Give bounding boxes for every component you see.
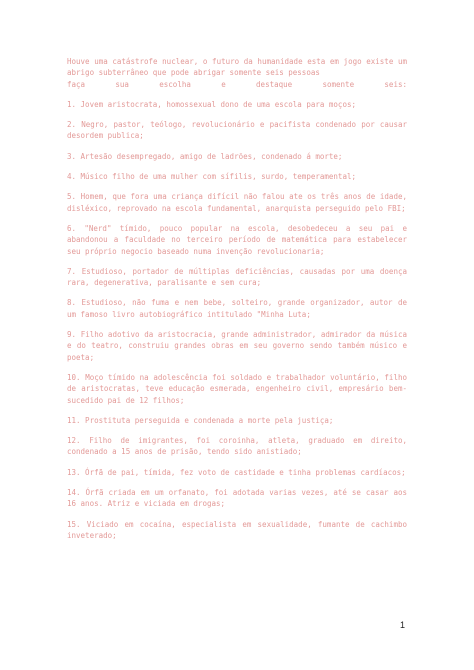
list-item: 15. Viciado em cocaína, especialista em sexualidade, fumante de cachimbo inveterado; xyxy=(67,519,407,540)
intro-text-line-2: faça sua escolha e destaque somente seis: xyxy=(67,79,407,89)
list-item: 5. Homem, que fora uma criança difícil não falou ate os três anos de idade, disléxico, reprovado na escola fundamental, anarquista perseguido pelo FBI; xyxy=(67,192,407,213)
list-item: 8. Estudioso, não fuma e nem bebe, solteiro, grande organizador, autor de um famoso livro autobiográfico intitulado "Minha Luta; xyxy=(67,298,407,319)
list-item: 14. Órfã criada em um orfanato, foi adotada varias vezes, até se casar aos 16 anos. Atriz e viciada em drogas; xyxy=(67,488,407,509)
list-item: 6. "Nerd" tímido, pouco popular na escola, desobedeceu a seu pai e abandonou a faculdade no terceiro período de matemática para estabelecer seu próprio negocio baseado numa invenção revolucionaria; xyxy=(67,223,407,256)
list-item: 4. Músico filho de uma mulher com sífilis, surdo, temperamental; xyxy=(67,172,356,182)
list-item: 9. Filho adotivo da aristocracia, grande administrador, admirador da música e do teatro, construiu grandes obras em seu governo sendo também músico e poeta; xyxy=(67,330,407,362)
intro-text-line-1: Houve uma catástrofe nuclear, o futuro da humanidade esta em jogo existe um abrigo subterrâneo que pode abrigar somente seis pessoas xyxy=(67,57,407,78)
intro-paragraph xyxy=(67,56,407,90)
list-item: 12. Filho de imigrantes, foi coroinha, atleta, graduado em direito, condenado a 15 anos de prisão, tendo sido anistiado; xyxy=(67,436,407,457)
list-item: 2. Negro, pastor, teólogo, revolucionário e pacifista condenado por causar desordem publica; xyxy=(67,120,407,141)
list-item: 7. Estudioso, portador de múltiplas deficiências, causadas por uma doença rara, degenerativa, paralisante e sem cura; xyxy=(67,266,407,288)
list-item: 13. Órfã de pai, tímida, fez voto de castidade e tinha problemas cardíacos; xyxy=(67,467,406,477)
list-item: 1. Jovem aristocrata, homossexual dono de uma escola para moços; xyxy=(67,99,356,109)
list-item: 11. Prostituta perseguida e condenada a morte pela justiça; xyxy=(67,415,334,425)
list-item: 3. Artesão desempregado, amigo de ladrões, condenado á morte; xyxy=(67,151,343,161)
document-body xyxy=(67,56,407,550)
candidate-list xyxy=(67,99,407,541)
list-item: 10. Moço tímido na adolescência foi soldado e trabalhador voluntário, filho de aristocratas, teve educação esmerada, engenheiro civil, empresário bem-sucedido pai de 12 filhos; xyxy=(67,372,407,405)
page-number: 1 xyxy=(400,620,406,630)
